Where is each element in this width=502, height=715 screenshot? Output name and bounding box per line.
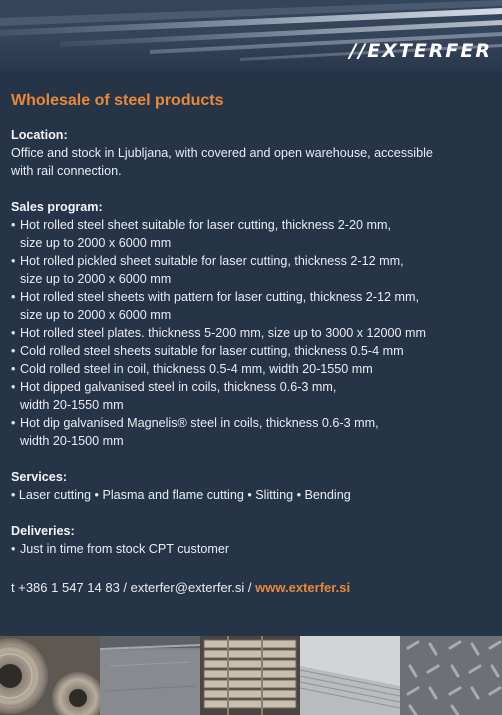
services-list [11, 486, 495, 504]
sales-program-heading: Sales program: [11, 200, 103, 214]
sales-item-line: • Hot dip galvanised Magnelis® steel in coils, thickness 0.6-3 mm, [20, 416, 379, 430]
website-link[interactable]: www.exterfer.si [255, 580, 351, 595]
sales-item-line: • Hot rolled pickled sheet suitable for laser cutting, thickness 2-12 mm, [20, 254, 404, 268]
sales-item [11, 288, 495, 324]
sales-item [11, 414, 495, 450]
sales-item-line: width 20-1500 mm [20, 434, 124, 448]
delivery-item: • Just in time from stock CPT customer [11, 540, 495, 558]
location-section [11, 126, 495, 180]
main-content [11, 126, 495, 576]
sales-item-line: size up to 2000 x 6000 mm [20, 236, 172, 250]
sales-item [11, 342, 495, 360]
contact-line [11, 580, 350, 595]
location-heading: Location: [11, 128, 68, 142]
sales-item-line: • Hot rolled steel sheet suitable for laser cutting, thickness 2-20 mm, [20, 218, 391, 232]
sales-program-section [11, 198, 495, 450]
sales-item [11, 252, 495, 288]
bullet: • [94, 488, 103, 502]
service-item: Bending [304, 488, 351, 502]
header-banner-photo [0, 0, 502, 72]
sales-item [11, 360, 495, 378]
separator: / [123, 580, 128, 595]
sales-item [11, 216, 495, 252]
bullet: • [247, 488, 256, 502]
service-item: Slitting [255, 488, 294, 502]
steel-plate-photo [100, 636, 200, 715]
exterfer-logo: //EXTERFER [349, 40, 492, 62]
phone-number: t +386 1 547 14 83 [11, 580, 120, 595]
sales-item-line: • Cold rolled steel in coil, thickness 0.5-4 mm, width 20-1550 mm [20, 362, 373, 376]
page-title: Wholesale of steel products [11, 92, 224, 109]
services-heading: Services: [11, 470, 68, 484]
services-section [11, 468, 495, 504]
separator: / [247, 580, 252, 595]
checker-plate-photo [400, 636, 502, 715]
sales-item-line: • Hot rolled steel plates. thickness 5-200 mm, size up to 3000 x 12000 mm [20, 326, 427, 340]
steel-sheet-stack-photo [300, 636, 400, 715]
sales-item [11, 378, 495, 414]
steel-bar-stack-photo [200, 636, 300, 715]
service-item: Laser cutting [18, 488, 92, 502]
sales-item-line: • Cold rolled steel sheets suitable for laser cutting, thickness 0.5-4 mm [20, 344, 404, 358]
sales-item-line: • Hot rolled steel sheets with pattern for laser cutting, thickness 2-12 mm, [20, 290, 419, 304]
location-line: with rail connection. [11, 164, 122, 178]
product-photo-strip [0, 636, 502, 715]
steel-coils-photo [0, 636, 100, 715]
deliveries-section [11, 522, 495, 558]
sales-item-line: • Hot dipped galvanised steel in coils, thickness 0.6-3 mm, [20, 380, 337, 394]
bullet: • [296, 488, 305, 502]
service-item: Plasma and flame cutting [102, 488, 244, 502]
sales-item-line: size up to 2000 x 6000 mm [20, 308, 172, 322]
deliveries-heading: Deliveries: [11, 524, 75, 538]
sales-item-line: size up to 2000 x 6000 mm [20, 272, 172, 286]
location-line: Office and stock in Ljubljana, with covered and open warehouse, accessible [11, 146, 433, 160]
sales-item [11, 324, 495, 342]
sales-item-line: width 20-1550 mm [20, 398, 124, 412]
email-link[interactable]: exterfer@exterfer.si [130, 580, 245, 595]
bullet: • [11, 488, 19, 502]
